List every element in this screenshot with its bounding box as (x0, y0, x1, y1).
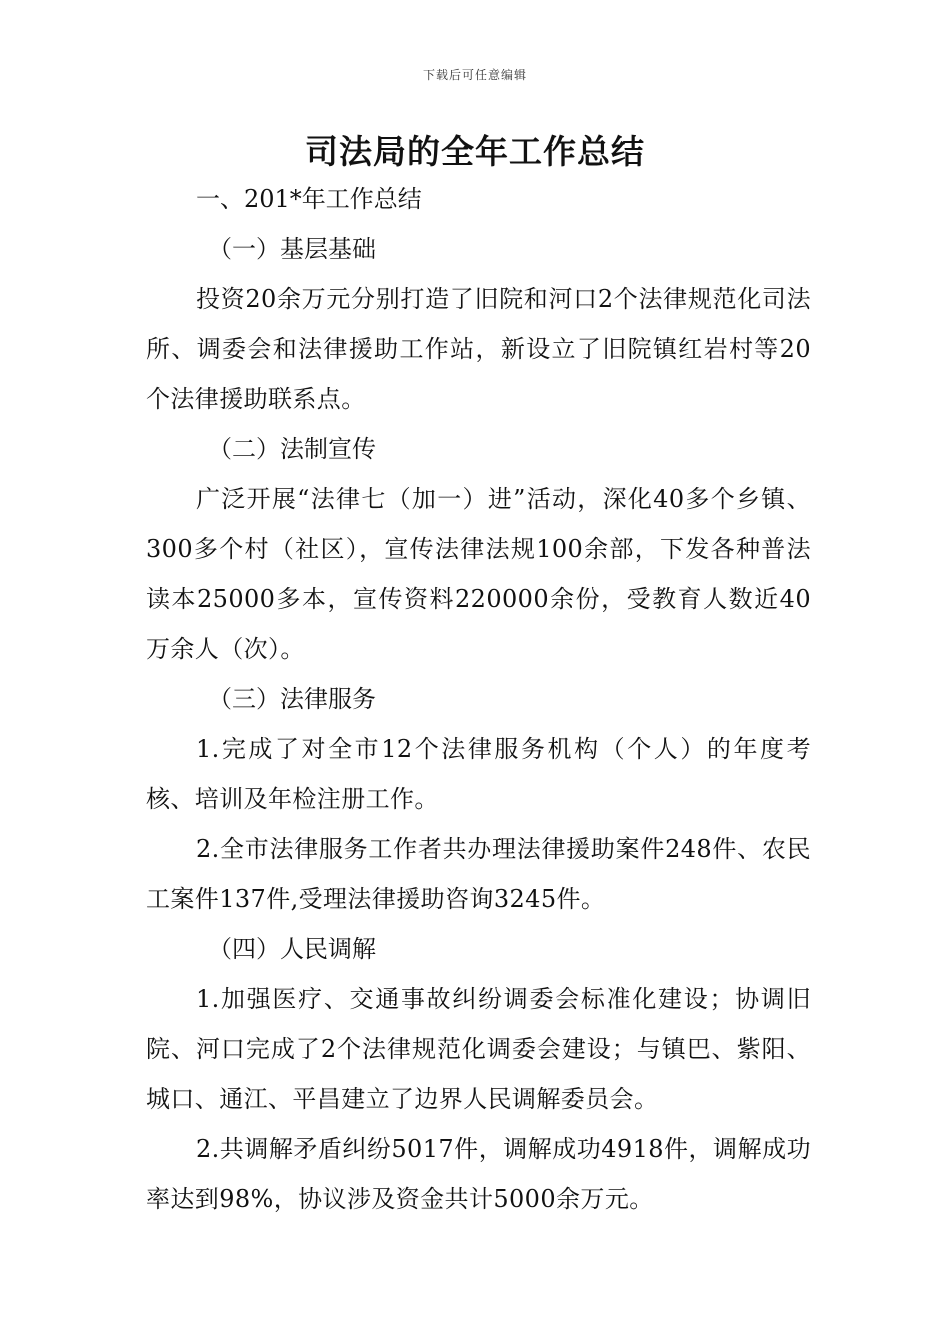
paragraph-legal-publicity: 广泛开展“法律七（加一）进”活动，深化40多个乡镇、300多个村（社区），宣传法律法规100余部，下发各种普法读本25000多本，宣传资料220000余份，受教育人数近40万余人（次）。 (146, 485, 811, 663)
document-title: 司法局的全年工作总结 (305, 132, 645, 171)
subsection-heading-basic-foundation: （一）基层基础 (208, 235, 376, 263)
paragraph-legal-services-1: 1.完成了对全市12个法律服务机构（个人）的年度考核、培训及年检注册工作。 (146, 735, 811, 813)
header-note: 下载后可任意编辑 (422, 68, 527, 82)
paragraph-mediation-2: 2.共调解矛盾纠纷5017件，调解成功4918件，调解成功率达到98%，协议涉及资金共计5000余万元。 (146, 1135, 811, 1213)
subsection-heading-legal-publicity: （二）法制宣传 (208, 435, 376, 463)
paragraph-mediation-1: 1.加强医疗、交通事故纠纷调委会标准化建设；协调旧院、河口完成了2个法律规范化调委会建设；与镇巴、紫阳、城口、通江、平昌建立了边界人民调解委员会。 (146, 985, 811, 1113)
section-heading-1: 一、201*年工作总结 (196, 185, 422, 213)
subsection-heading-mediation: （四）人民调解 (208, 935, 376, 963)
paragraph-basic-foundation: 投资20余万元分别打造了旧院和河口2个法律规范化司法所、调委会和法律援助工作站，新设立了旧院镇红岩村等20个法律援助联系点。 (146, 285, 811, 413)
document-body (146, 174, 811, 1224)
paragraph-legal-services-2: 2.全市法律服务工作者共办理法律援助案件248件、农民工案件137件,受理法律援助咨询3245件。 (146, 835, 811, 913)
subsection-heading-legal-services: （三）法律服务 (208, 685, 376, 713)
